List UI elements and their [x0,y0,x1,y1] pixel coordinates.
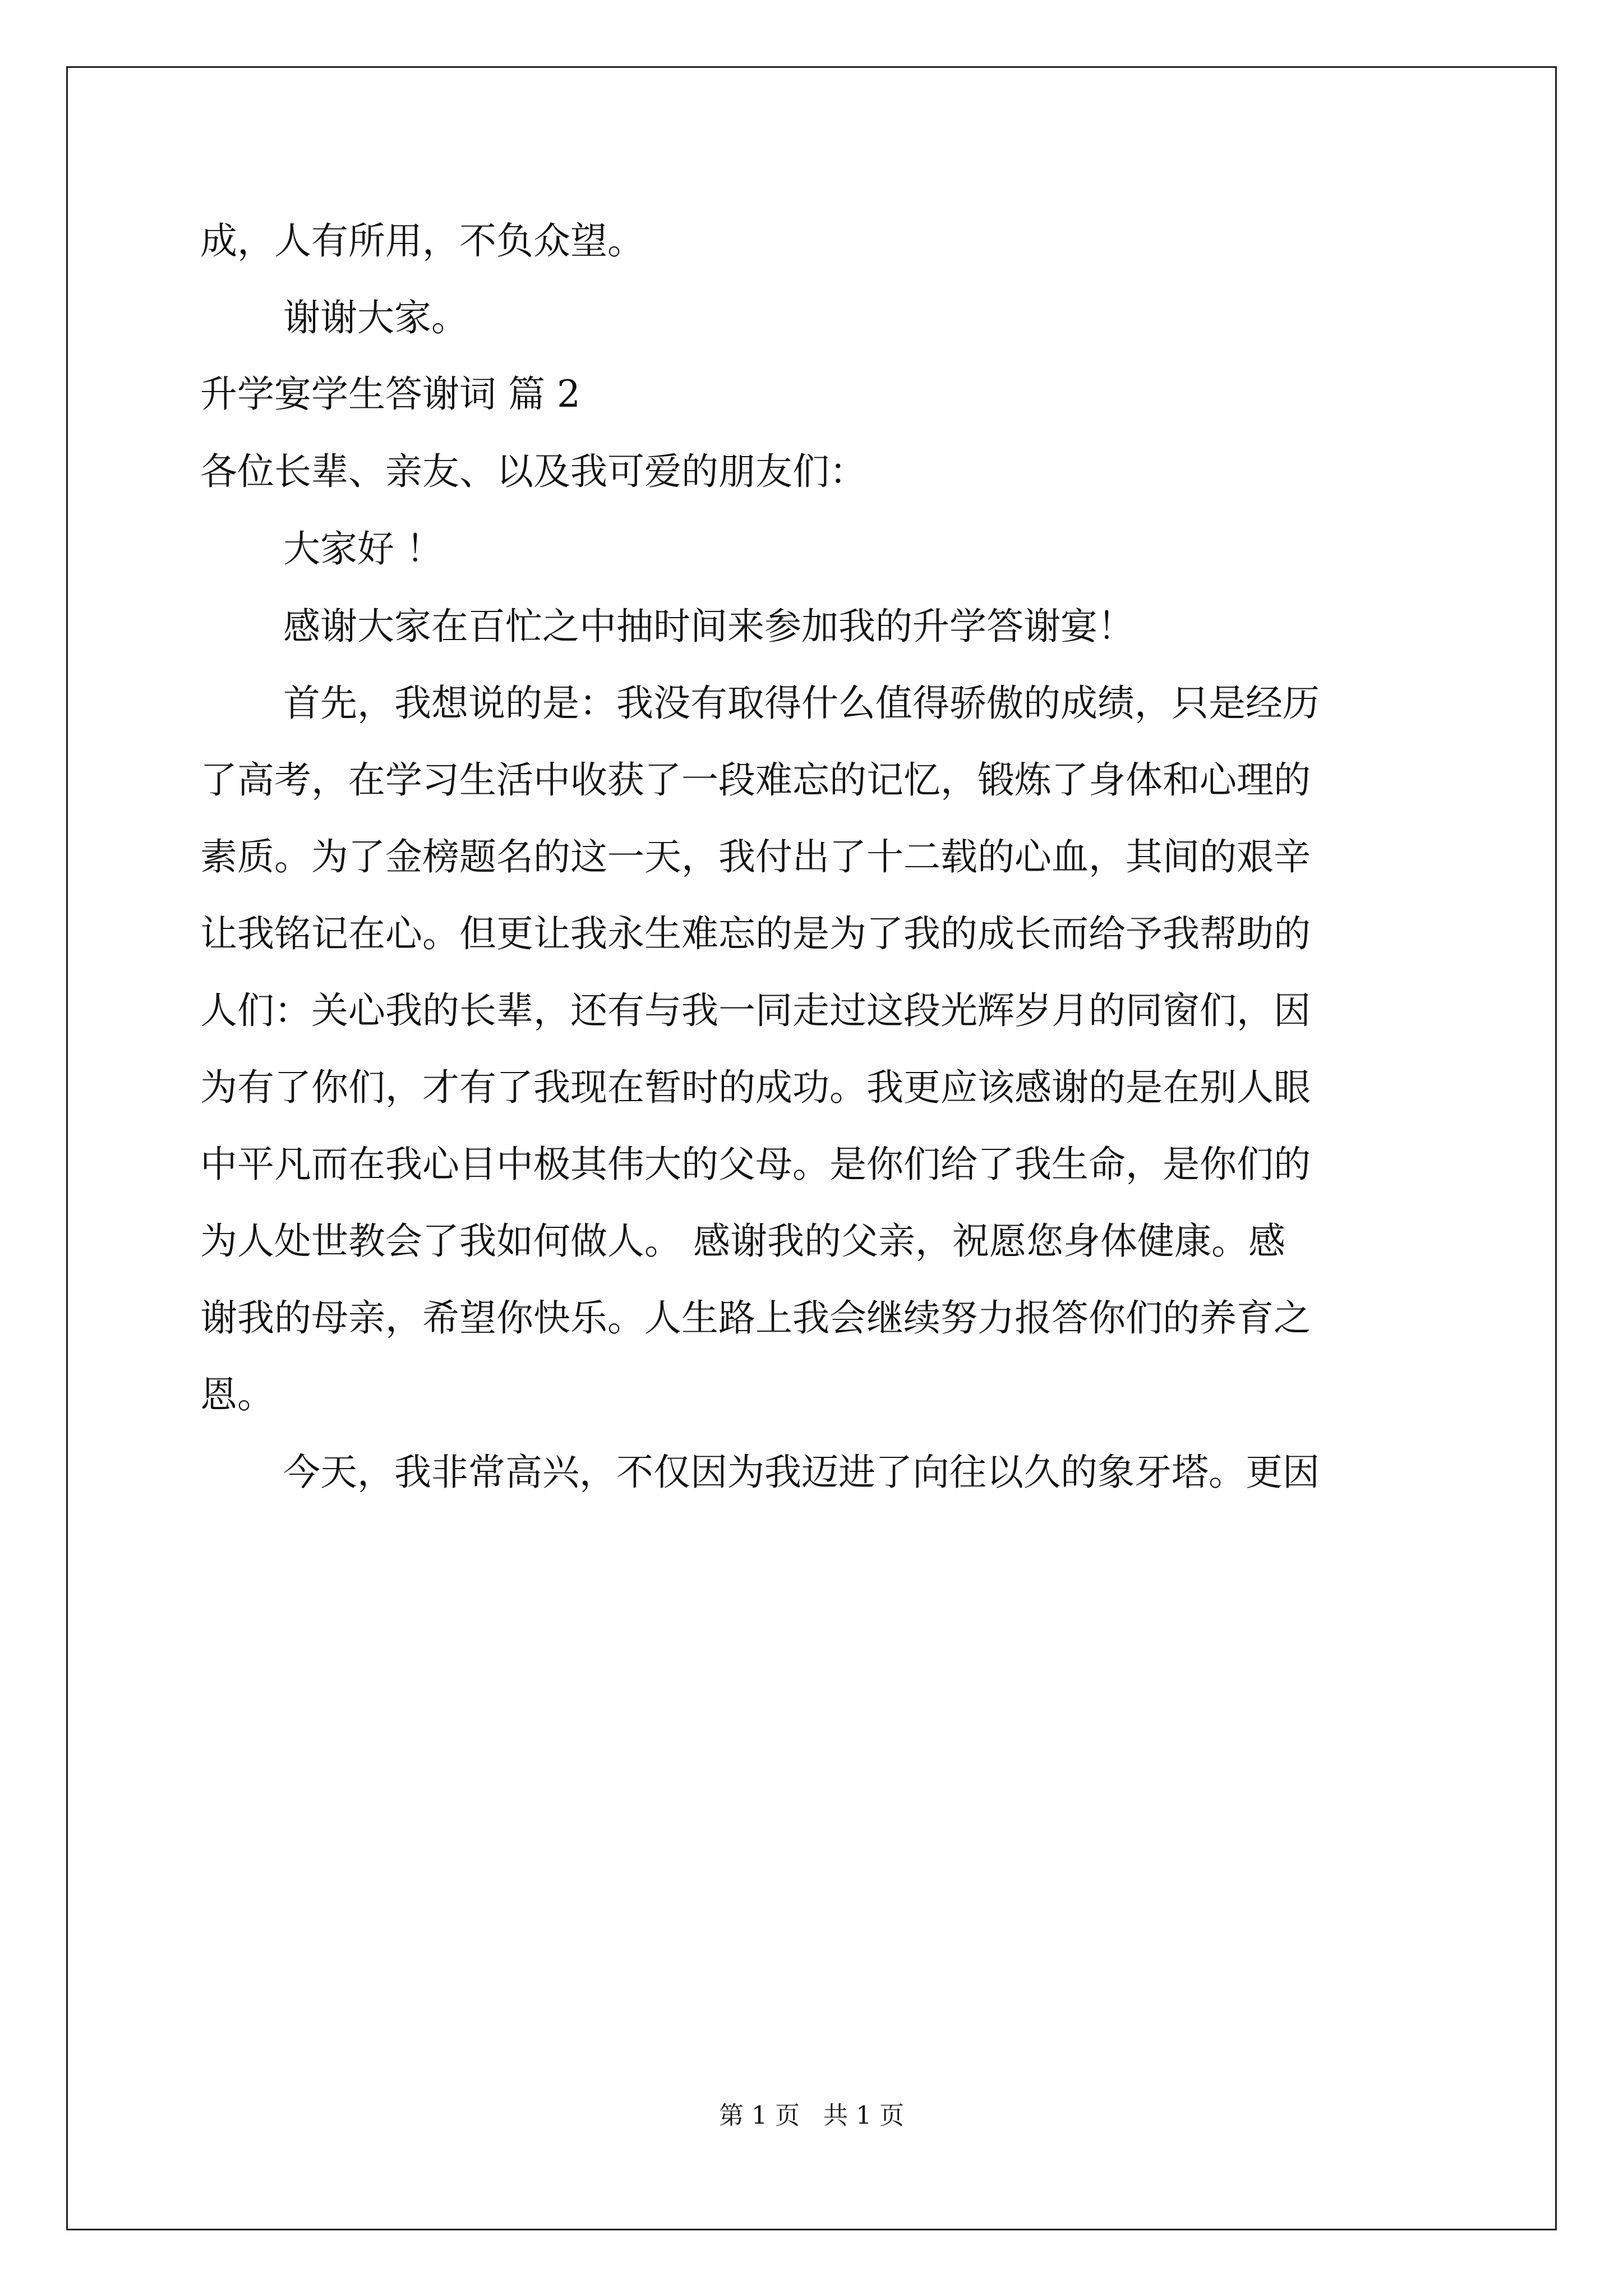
paragraph-line: 谢谢大家。 [283,296,468,339]
paragraph-line: 为有了你们，才有了我现在暂时的成功。我更应该感谢的是在别人眼 [200,1066,1311,1109]
paragraph-line: 感谢大家在百忙之中抽时间来参加我的升学答谢宴！ [283,605,1135,648]
paragraph-line: 成，人有所用，不负众望。 [200,219,644,263]
paragraph-line: 恩。 [200,1373,274,1416]
paragraph-line: 了高考，在学习生活中收获了一段难忘的记忆，锻炼了身体和心理的 [200,758,1311,802]
paragraph-line: 今天，我非常高兴，不仅因为我迈进了向往以久的象牙塔。更因 [283,1451,1320,1494]
paragraph-line: 人们：关心我的长辈，还有与我一同走过这段光辉岁月的同窗们，因 [200,989,1311,1032]
section-heading: 升学宴学生答谢词 篇 2 [200,372,580,416]
paragraph-line: 中平凡而在我心目中极其伟大的父母。是你们给了我生命，是你们的 [200,1143,1311,1186]
paragraph-line: 素质。为了金榜题名的这一天，我付出了十二载的心血，其间的艰辛 [200,835,1311,878]
paragraph-line: 大家好 ！ [283,527,443,570]
page-footer: 第 1 页 共 1 页 [719,2101,904,2130]
paragraph-line: 首先，我想说的是：我没有取得什么值得骄傲的成绩，只是经历 [283,682,1320,725]
paragraph-line: 让我铭记在心。但更让我永生难忘的是为了我的成长而给予我帮助的 [200,912,1311,955]
paragraph-line: 为人处世教会了我如何做人。 感谢我的父亲，祝愿您身体健康。感 [200,1220,1285,1263]
paragraph-line: 谢我的母亲，希望你快乐。人生路上我会继续努力报答你们的养育之 [200,1296,1311,1340]
salutation: 各位长辈、亲友、以及我可爱的朋友们： [200,450,866,493]
